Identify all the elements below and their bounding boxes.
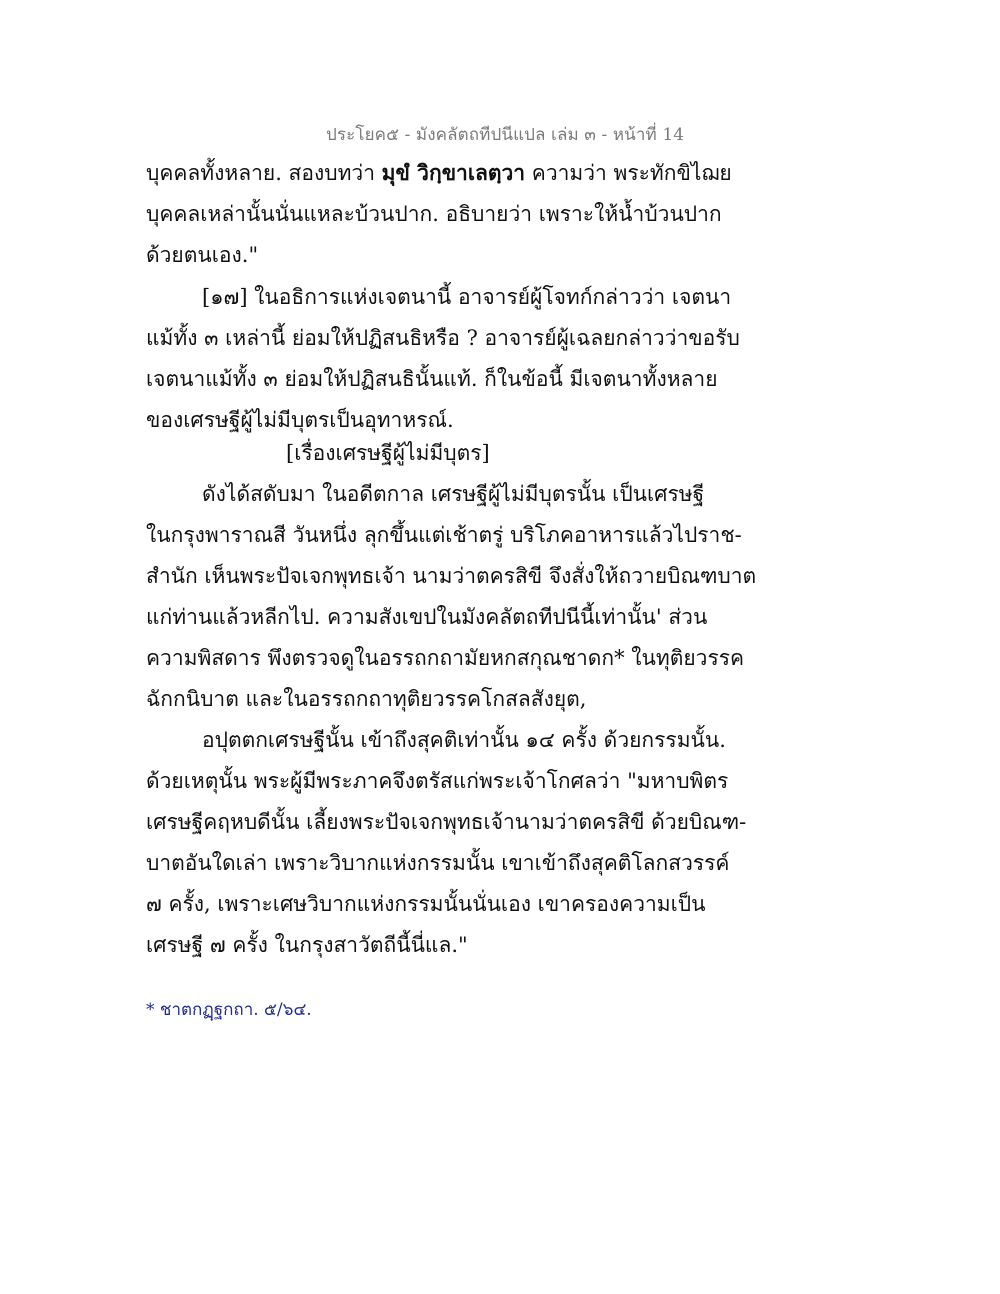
pali-term: มุขํ วิกฺขาเลตฺวา: [381, 160, 526, 185]
text-line-18: ๗ ครั้ง, เพราะเศษวิบากแห่งกรรมนั้นนั่นเอง เขาครองความเป็น: [146, 892, 706, 916]
footnote: * ชาตกฏฺฐกถา. ๕/๖๔.: [146, 1000, 312, 1020]
text-line-15: ด้วยเหตุนั้น พระผู้มีพระภาคจึงตรัสแก่พระเจ้าโกศลว่า "มหาบพิตร: [146, 769, 729, 793]
section-heading: [เรื่องเศรษฐีผู้ไม่มีบุตร]: [286, 441, 490, 465]
text-line-14: อปุตตกเศรษฐีนั้น เข้าถึงสุคติเท่านั้น ๑๔ ครั้ง ด้วยกรรมนั้น.: [202, 728, 726, 752]
text-line-12: ความพิสดาร พึงตรวจดูในอรรถกถามัยหกสกุณชาดก* ในทุติยวรรค: [146, 646, 745, 670]
text-line-19: เศรษฐี ๗ ครั้ง ในกรุงสาวัตถีนี้นี่แล.": [146, 933, 468, 957]
text-line-6: เจตนาแม้ทั้ง ๓ ย่อมให้ปฏิสนธินั้นแท้. ก็ในข้อนี้ มีเจตนาทั้งหลาย: [146, 367, 718, 391]
text-segment: บุคคลทั้งหลาย. สองบทว่า: [146, 161, 382, 185]
paragraph-17-start: [๑๗] ในอธิการแห่งเจตนานี้ อาจารย์ผู้โจทก์กล่าวว่า เจตนา: [202, 285, 732, 309]
text-line-7: ของเศรษฐีผู้ไม่มีบุตรเป็นอุทาหรณ์.: [146, 408, 454, 432]
text-line-3: ด้วยตนเอง.": [146, 243, 259, 267]
text-line-9: ในกรุงพาราณสี วันหนึ่ง ลุกขึ้นแต่เช้าตรู่ บริโภคอาหารแล้วไปราช-: [146, 523, 742, 547]
text-line-17: บาตอันใดเล่า เพราะวิบากแห่งกรรมนั้น เขาเข้าถึงสุคติโลกสวรรค์: [146, 851, 730, 875]
text-segment: ความว่า พระทักขิไฌย: [525, 161, 732, 185]
text-line-1: [146, 160, 732, 186]
text-line-5: แม้ทั้ง ๓ เหล่านี้ ย่อมให้ปฏิสนธิหรือ ? อาจารย์ผู้เฉลยกล่าวว่าขอรับ: [146, 326, 740, 350]
text-line-8: ดังได้สดับมา ในอดีตกาล เศรษฐีผู้ไม่มีบุตรนั้น เป็นเศรษฐี: [202, 482, 705, 506]
running-header: ประโยค๕ - มังคลัตถทีปนีแปล เล่ม ๓ - หน้าที่ 14: [326, 125, 685, 145]
text-line-16: เศรษฐีคฤหบดีนั้น เลี้ยงพระปัจเจกพุทธเจ้านามว่าตครสิขี ด้วยบิณฑ-: [146, 810, 747, 834]
text-line-10: สำนัก เห็นพระปัจเจกพุทธเจ้า นามว่าตครสิขี จึงสั่งให้ถวายบิณฑบาต: [146, 564, 757, 588]
text-line-13: ฉักกนิบาต และในอรรถกถาทุติยวรรคโกสลสังยุต,: [146, 687, 587, 711]
text-line-11: แก่ท่านแล้วหลีกไป. ความสังเขปในมังคลัตถทีปนีนี้เท่านั้น' ส่วน: [146, 605, 708, 629]
text-line-2: บุคคลเหล่านั้นนั่นแหละบ้วนปาก. อธิบายว่า เพราะให้น้ำบ้วนปาก: [146, 202, 722, 226]
